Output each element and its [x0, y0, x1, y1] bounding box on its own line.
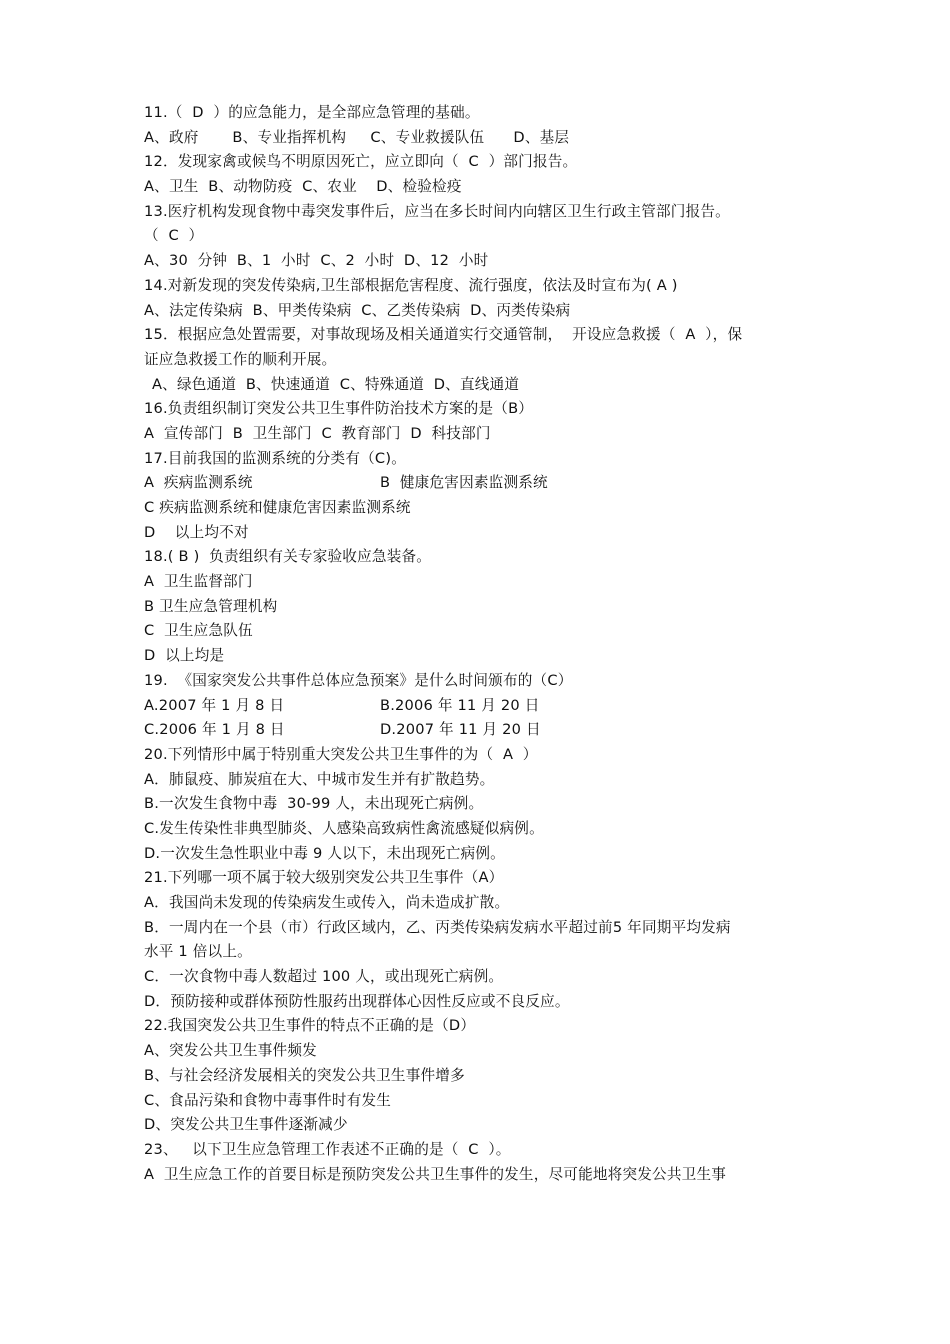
text-line: A、突发公共卫生事件频发: [144, 1042, 317, 1060]
text-line: A、绿色通道 B、快速通道 C、特殊通道 D、直线通道: [152, 375, 520, 393]
text-line: 22.我国突发公共卫生事件的特点不正确的是（D）: [144, 1017, 476, 1035]
option-a: A.2007 年 1 月 8 日: [144, 696, 285, 714]
text-line: B、与社会经济发展相关的突发公共卫生事件增多: [144, 1066, 465, 1084]
text-line: D 以上均是: [144, 647, 225, 665]
text-line: 17.目前我国的监测系统的分类有（C)。: [144, 449, 406, 467]
text-line: 20.下列情形中属于特别重大突发公共卫生事件的为（ A ）: [144, 745, 538, 763]
text-line: D.一次发生急性职业中毒 9 人以下，未出现死亡病例。: [144, 844, 505, 862]
text-line: A、卫生 B、动物防疫 C、农业 D、检验检疫: [144, 178, 462, 196]
document-body: [144, 101, 814, 1187]
text-line: 15．根据应急处置需要，对事故现场及相关通道实行交通管制， 开设应急救援（ A ），保: [144, 326, 743, 344]
text-line: C．一次食物中毒人数超过 100 人，或出现死亡病例。: [144, 968, 504, 986]
text-line: D 以上均不对: [144, 523, 249, 541]
text-line: 13.医疗机构发现食物中毒突发事件后，应当在多长时间内向辖区卫生行政主管部门报告。: [144, 202, 730, 220]
option-d: D.2007 年 11 月 20 日: [380, 721, 541, 739]
text-line: A 卫生监督部门: [144, 573, 253, 591]
text-line: A．我国尚未发现的传染病发生或传入，尚未造成扩散。: [144, 894, 510, 911]
text-line: B 卫生应急管理机构: [144, 597, 278, 615]
text-line: 23、 以下卫生应急管理工作表述不正确的是（ C ）。: [144, 1140, 511, 1158]
text-line: D．预防接种或群体预防性服药出现群体心因性反应或不良反应。: [144, 992, 570, 1010]
text-line: 水平 1 倍以上。: [144, 943, 252, 961]
text-line: C 疾病监测系统和健康危害因素监测系统: [144, 499, 411, 516]
text-line: A 宣传部门 B 卫生部门 C 教育部门 D 科技部门: [144, 424, 491, 442]
q19-options-row-1: [144, 694, 814, 719]
text-line: （ C ）: [144, 227, 204, 245]
text-line: A、30 分钟 B、1 小时 C、2 小时 D、12 小时: [144, 252, 489, 270]
option-a: A 疾病监测系统: [144, 474, 253, 492]
text-line: 证应急救援工作的顺利开展。: [144, 350, 337, 368]
text-line: A、政府 B、专业指挥机构 C、专业救援队伍 D、基层: [144, 128, 570, 146]
text-line: A 卫生应急工作的首要目标是预防突发公共卫生事件的发生，尽可能地将突发公共卫生事: [144, 1165, 727, 1183]
text-line: B．一周内在一个县（市）行政区域内，乙、丙类传染病发病水平超过前5 年同期平均发病: [144, 918, 731, 936]
text-line: D、突发公共卫生事件逐渐减少: [144, 1116, 348, 1134]
text-line: 11.（ D ）的应急能力，是全部应急管理的基础。: [144, 104, 480, 121]
option-c: C.2006 年 1 月 8 日: [144, 721, 285, 739]
text-line: 18.( B ) 负责组织有关专家验收应急装备。: [144, 548, 432, 566]
q19-options-row-2: [144, 718, 814, 743]
text-line: 12．发现家禽或候鸟不明原因死亡，应立即向（ C ）部门报告。: [144, 153, 578, 171]
q17-options-row: [144, 471, 814, 496]
text-line: A、法定传染病 B、甲类传染病 C、乙类传染病 D、丙类传染病: [144, 301, 571, 319]
text-line: 21.下列哪一项不属于较大级别突发公共卫生事件（A）: [144, 869, 504, 887]
text-line: C 卫生应急队伍: [144, 622, 253, 640]
option-b: B.2006 年 11 月 20 日: [380, 696, 540, 714]
text-line: 19. 《国家突发公共事件总体应急预案》是什么时间颁布的（C）: [144, 671, 573, 689]
option-b: B 健康危害因素监测系统: [380, 474, 548, 492]
text-line: 16.负责组织制订突发公共卫生事件防治技术方案的是（B）: [144, 400, 534, 418]
text-line: B.一次发生食物中毒 30-99 人，未出现死亡病例。: [144, 795, 484, 813]
text-line: 14.对新发现的突发传染病,卫生部根据危害程度、流行强度，依法及时宣布为( A ): [144, 276, 678, 294]
text-line: C.发生传染性非典型肺炎、人感染高致病性禽流感疑似病例。: [144, 819, 544, 837]
text-line: A．肺鼠疫、肺炭疽在大、中城市发生并有扩散趋势。: [144, 770, 495, 788]
text-line: C、食品污染和食物中毒事件时有发生: [144, 1091, 392, 1109]
